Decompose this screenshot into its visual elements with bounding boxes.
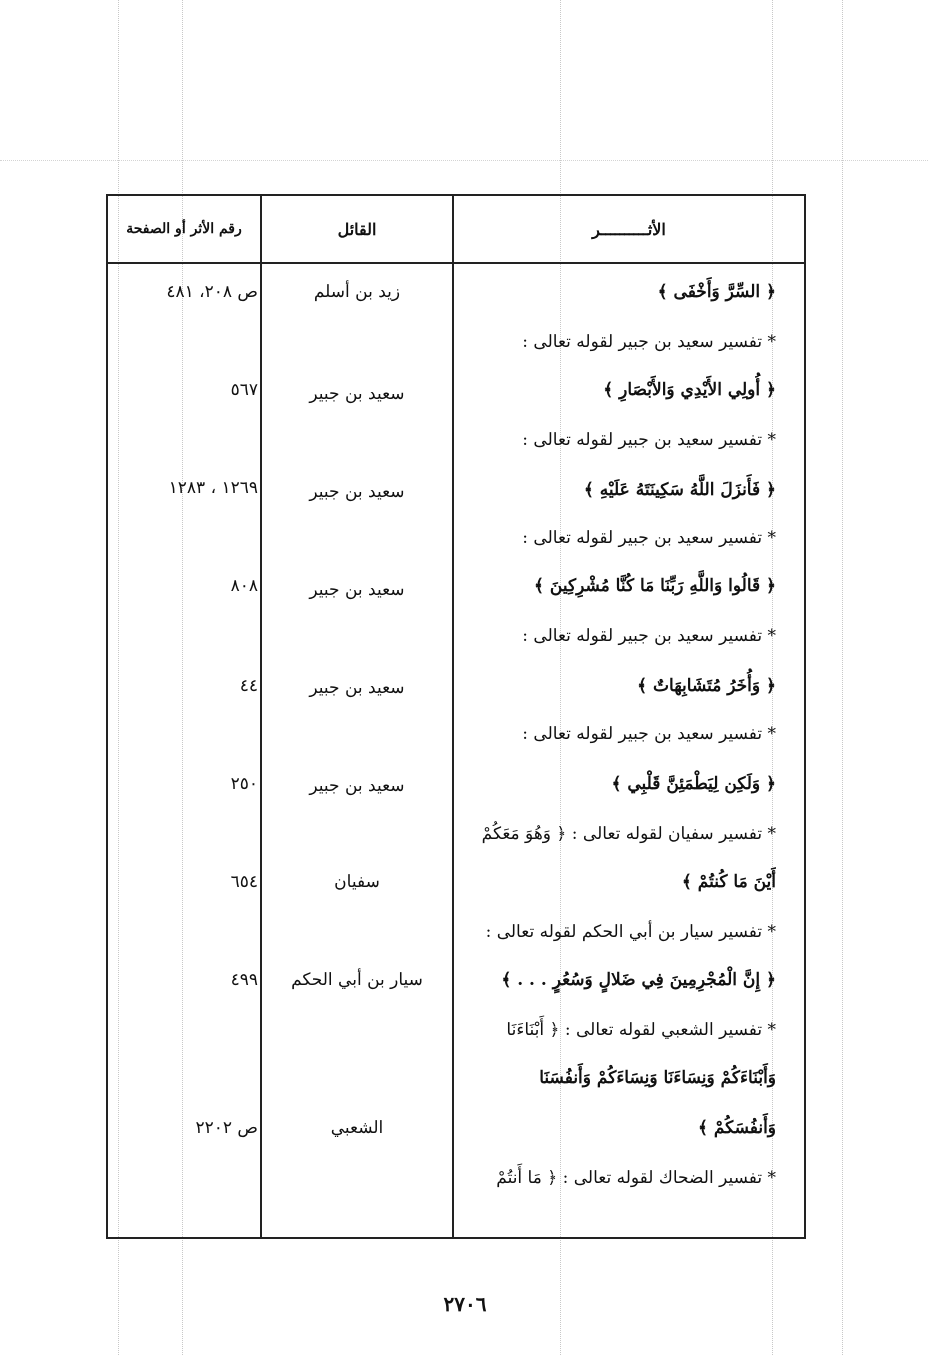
- reference-cell: ص ٢٢٠٢: [195, 1118, 258, 1138]
- speaker-cell: سفيان: [334, 872, 380, 892]
- reference-cell: ١٢٦٩ ، ١٢٨٣: [168, 478, 258, 498]
- athar-text-line: * تفسير سفيان لقوله تعالى : ﴿ وَهُوَ مَعَكُمْ: [481, 824, 776, 844]
- speaker-cell: زيد بن أسلم: [313, 282, 401, 302]
- athar-text-line: ﴿ وَأُخَرُ مُتَشَابِهَاتٌ ﴾: [637, 676, 776, 696]
- header-qail: القائل: [337, 219, 377, 239]
- athar-text-line: * تفسير سعيد بن جبير لقوله تعالى :: [522, 626, 776, 646]
- speaker-cell: سعيد بن جبير: [309, 580, 405, 600]
- reference-cell: ٥٦٧: [230, 380, 258, 400]
- athar-text-line: ﴿ أُولِي الأَيْدِي وَالأَبْصَارِ ﴾: [603, 380, 776, 400]
- athar-text-line: ﴿ إِنَّ الْمُجْرِمِينَ فِي ضَلالٍ وَسُعُرٍ . . . ﴾: [501, 970, 776, 990]
- speaker-cell: سعيد بن جبير: [309, 776, 405, 796]
- header-divider: [108, 262, 804, 264]
- speaker-cell: سعيد بن جبير: [309, 678, 405, 698]
- speaker-cell: سعيد بن جبير: [309, 384, 405, 404]
- athar-text-line: ﴿ قَالُوا وَاللَّهِ رَبِّنَا مَا كُنَّا مُشْرِكِينَ ﴾: [534, 576, 776, 596]
- reference-cell: ص ٢٠٨، ٤٨١: [166, 282, 258, 302]
- athar-text-line: ﴿ وَلَكِن لِيَطْمَئِنَّ قَلْبِي ﴾: [611, 774, 776, 794]
- speaker-cell: سعيد بن جبير: [309, 482, 405, 502]
- athar-text-line: أَيْنَ مَا كُنتُمْ ﴾: [681, 872, 776, 892]
- reference-cell: ٤٩٩: [230, 970, 258, 990]
- reference-cell: ٦٥٤: [230, 872, 258, 892]
- athar-text-line: * تفسير سعيد بن جبير لقوله تعالى :: [522, 430, 776, 450]
- speaker-cell: سيار بن أبي الحكم: [291, 970, 423, 990]
- reference-cell: ٤٤: [239, 676, 258, 696]
- athar-text-line: * تفسير سعيد بن جبير لقوله تعالى :: [522, 528, 776, 548]
- reference-cell: ٨٠٨: [230, 576, 258, 596]
- athar-text-line: ﴿ فَأَنزَلَ اللَّهُ سَكِينَتَهُ عَلَيْهِ ﴾: [583, 480, 776, 500]
- athar-text-line: * تفسير سعيد بن جبير لقوله تعالى :: [522, 724, 776, 744]
- athar-text-line: * تفسير سعيد بن جبير لقوله تعالى :: [522, 332, 776, 352]
- speaker-cell: الشعبي: [330, 1118, 384, 1138]
- scan-guide-line: [0, 160, 928, 161]
- athar-table: [106, 194, 806, 1239]
- header-raqm: رقم الأثر أو الصفحة: [126, 221, 242, 237]
- athar-text-line: ﴿ السِّرَّ وَأَخْفَى ﴾: [657, 282, 776, 302]
- header-athar: الأثــــــــــر: [592, 219, 666, 239]
- scan-guide-line: [842, 0, 843, 1355]
- column-divider: [260, 196, 262, 1237]
- column-divider: [452, 196, 454, 1237]
- athar-text-line: * تفسير الشعبي لقوله تعالى : ﴿ أَبْنَاءَنَا: [506, 1020, 776, 1040]
- athar-text-line: وَأَنفُسَكُمْ ﴾: [697, 1118, 776, 1138]
- athar-text-line: وَأَبْنَاءَكُمْ وَنِسَاءَنَا وَنِسَاءَكُمْ وَأَنفُسَنَا: [539, 1068, 776, 1088]
- athar-text-line: * تفسير سيار بن أبي الحكم لقوله تعالى :: [485, 922, 776, 942]
- page-number: ٢٧٠٦: [443, 1292, 487, 1316]
- reference-cell: ٢٥٠: [230, 774, 258, 794]
- athar-text-line: * تفسير الضحاك لقوله تعالى : ﴿ مَا أَنتُمْ: [496, 1168, 776, 1188]
